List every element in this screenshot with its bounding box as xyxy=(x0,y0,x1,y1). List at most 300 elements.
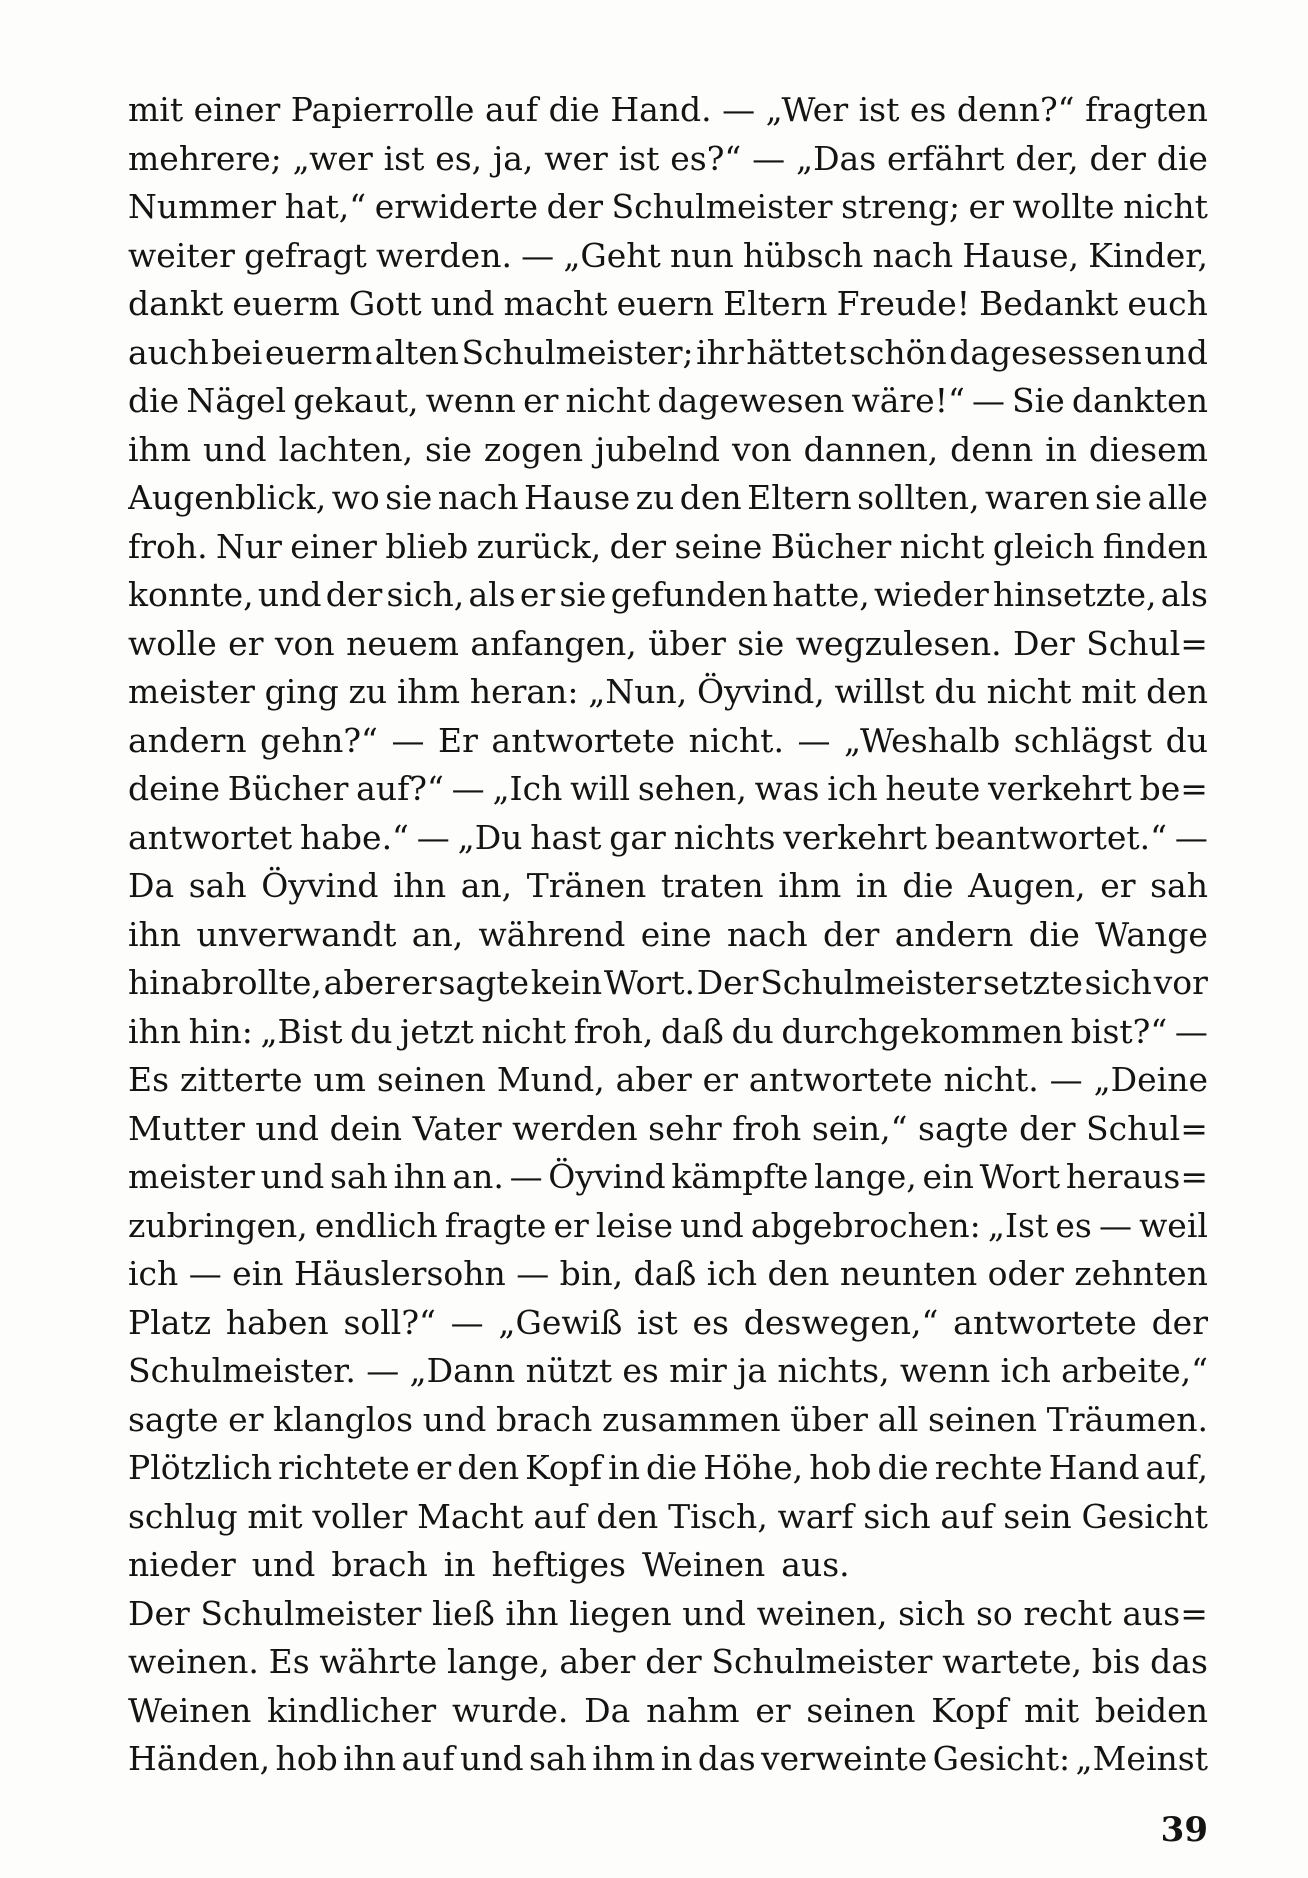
word: Vater xyxy=(412,1108,502,1148)
word: aber xyxy=(615,1060,692,1099)
word: Gesicht: xyxy=(932,1739,1071,1778)
text-line xyxy=(128,1444,1208,1493)
word: über xyxy=(790,1399,868,1439)
word: auch xyxy=(128,332,209,372)
word: wartete, xyxy=(942,1642,1082,1681)
word: was xyxy=(754,769,820,808)
word: ist xyxy=(858,90,900,129)
word: Schulmeister xyxy=(711,1642,933,1681)
word: Wort. xyxy=(603,963,695,1002)
word: bin, xyxy=(559,1254,624,1293)
body-text xyxy=(128,86,1208,1784)
word: Hause xyxy=(523,478,631,517)
word: die xyxy=(646,1448,698,1487)
word: — xyxy=(1174,1011,1208,1051)
word: auf xyxy=(533,1496,587,1536)
word: er xyxy=(523,381,559,420)
word: weil xyxy=(1139,1205,1208,1245)
word: daß xyxy=(661,1011,724,1051)
word: meister xyxy=(128,1157,255,1196)
word: „Ich xyxy=(492,769,563,808)
word: beantwortet.“ xyxy=(934,817,1168,857)
word: aus. xyxy=(781,1545,850,1584)
word: Da xyxy=(128,866,175,905)
word: ich xyxy=(128,1254,179,1293)
word: sah xyxy=(330,1157,388,1196)
text-line xyxy=(128,1493,1208,1542)
word: beiden xyxy=(1094,1690,1208,1730)
word: ihn xyxy=(128,1011,182,1051)
word: nichts, xyxy=(777,1351,890,1390)
word: daß xyxy=(633,1254,697,1293)
word: hat,“ xyxy=(284,187,367,226)
word: Gott xyxy=(348,284,422,323)
word: er xyxy=(755,1690,791,1730)
word: fragten xyxy=(1085,90,1208,129)
word: ich xyxy=(706,1254,758,1293)
text-line xyxy=(128,959,1208,1008)
text-line xyxy=(128,474,1208,523)
word: euern xyxy=(616,284,714,323)
text-line xyxy=(128,523,1208,572)
word: aber xyxy=(323,963,400,1002)
word: verkehrt xyxy=(783,817,928,857)
word: aus= xyxy=(1122,1593,1208,1633)
word: und xyxy=(422,1399,487,1439)
word: schlägst xyxy=(1013,720,1153,760)
word: er xyxy=(415,1448,452,1487)
word: Nur xyxy=(216,526,282,566)
word: wäre!“ xyxy=(851,381,965,420)
word: gar xyxy=(609,817,666,857)
word: „Weshalb xyxy=(844,720,1001,760)
word: — xyxy=(752,138,786,178)
word: nicht xyxy=(899,526,985,566)
word: ist xyxy=(383,138,425,178)
word: den xyxy=(457,1448,520,1487)
word: liegen xyxy=(569,1593,672,1633)
word: die xyxy=(128,381,180,420)
word: „Nun, xyxy=(588,672,688,711)
word: warf xyxy=(777,1496,854,1536)
text-line xyxy=(128,1202,1208,1251)
word: der, xyxy=(1015,138,1079,178)
word: deine xyxy=(128,769,220,808)
word: sollten, xyxy=(857,478,980,517)
text-line xyxy=(128,1735,1208,1784)
word: sie xyxy=(559,575,607,614)
word: sagte xyxy=(128,1399,219,1439)
word: Eltern xyxy=(723,284,828,323)
word: und xyxy=(430,284,495,323)
word: finden xyxy=(1102,526,1208,566)
word: alten xyxy=(374,332,460,372)
word: Schulmeister; xyxy=(461,332,694,372)
word: dannen, xyxy=(803,429,939,469)
word: ihr xyxy=(696,332,744,372)
word: wurde. xyxy=(451,1690,569,1730)
word: der xyxy=(1019,1108,1076,1148)
word: sich xyxy=(1084,963,1152,1002)
word: Hause, xyxy=(962,235,1079,275)
word: nicht xyxy=(565,381,651,420)
word: nützt xyxy=(525,1351,613,1390)
text-line xyxy=(128,232,1208,281)
word: andern xyxy=(894,914,1014,954)
word: sehr xyxy=(648,1108,722,1148)
word: alle xyxy=(1147,478,1208,517)
word: sich xyxy=(898,1593,966,1633)
word: zitterte xyxy=(179,1060,303,1099)
word: Gesicht xyxy=(1081,1496,1208,1536)
word: — xyxy=(797,720,831,760)
word: euch xyxy=(1127,284,1208,323)
text-line xyxy=(128,717,1208,766)
word: brach xyxy=(496,1399,593,1439)
word: es?“ xyxy=(670,138,742,178)
word: endlich xyxy=(314,1205,438,1245)
word: und xyxy=(257,575,322,614)
word: Der xyxy=(696,963,759,1002)
word: nichts xyxy=(673,817,776,857)
word: kein xyxy=(530,963,603,1002)
word: wolle xyxy=(128,623,217,663)
word: zehnten xyxy=(1074,1254,1208,1293)
word: heftiges xyxy=(491,1545,626,1584)
word: Der xyxy=(128,1593,190,1633)
text-line xyxy=(128,1638,1208,1687)
word: die xyxy=(1156,138,1208,178)
word: nicht xyxy=(1123,187,1208,226)
word: in xyxy=(608,1448,640,1487)
word: wegzulesen. xyxy=(795,623,1002,663)
word: sah xyxy=(529,1739,587,1778)
word: der xyxy=(1089,138,1146,178)
word: „Dann xyxy=(409,1351,516,1390)
word: — xyxy=(416,817,450,857)
word: und xyxy=(460,1739,524,1778)
word: sie xyxy=(424,429,472,469)
word: Da xyxy=(584,1690,631,1730)
word: du xyxy=(350,1011,393,1051)
word: auf xyxy=(940,1496,994,1536)
text-line xyxy=(128,1347,1208,1396)
word: arbeite,“ xyxy=(1061,1351,1208,1390)
word: neunten xyxy=(839,1254,978,1293)
word: dagesessen xyxy=(949,332,1142,372)
text-line xyxy=(128,1008,1208,1057)
word: Schulmeister xyxy=(760,963,982,1002)
word: — xyxy=(366,1351,400,1390)
word: abgebrochen: xyxy=(750,1205,981,1245)
word: durchgekommen xyxy=(781,1011,1064,1051)
word: an, xyxy=(411,914,464,954)
text-line xyxy=(128,329,1208,378)
word: Papierrolle xyxy=(290,90,475,129)
word: all xyxy=(877,1399,919,1439)
word: haben xyxy=(225,1302,329,1342)
word: Freude! xyxy=(836,284,971,323)
word: und xyxy=(680,1205,744,1245)
word: einer xyxy=(193,90,281,129)
word: so xyxy=(975,1593,1013,1633)
word: den xyxy=(1146,672,1208,711)
word: der xyxy=(609,526,667,566)
word: das xyxy=(1150,1642,1208,1681)
word: in xyxy=(1045,429,1078,469)
text-line xyxy=(128,1590,1208,1639)
text-line xyxy=(128,1541,1208,1590)
word: an, xyxy=(460,866,513,905)
text-line xyxy=(128,1299,1208,1348)
word: er xyxy=(228,623,264,663)
word: richtete xyxy=(278,1448,410,1487)
word: Schulmeister xyxy=(200,1593,422,1633)
word: während xyxy=(478,914,626,954)
word: bei xyxy=(211,332,263,372)
word: mit xyxy=(247,1496,303,1536)
word: es xyxy=(1055,1205,1092,1245)
word: Kinder, xyxy=(1088,235,1208,275)
page-number: 39 xyxy=(1160,1810,1208,1850)
word: anfangen, xyxy=(470,623,637,663)
word: es, xyxy=(435,138,483,178)
word: sagte xyxy=(438,963,530,1002)
word: Weinen xyxy=(641,1545,766,1584)
word: du xyxy=(934,672,977,711)
word: — xyxy=(451,769,485,808)
word: ihm xyxy=(778,866,842,905)
word: Kopf xyxy=(931,1690,1009,1730)
word: Händen, xyxy=(128,1739,271,1778)
word: hin: xyxy=(188,1011,253,1051)
text-line xyxy=(128,862,1208,911)
word: seine xyxy=(674,526,763,566)
word: lachten, xyxy=(278,429,414,469)
word: weinen, xyxy=(756,1593,888,1633)
word: — xyxy=(722,90,756,129)
word: werden. xyxy=(375,235,512,275)
word: dein xyxy=(329,1108,403,1148)
word: als xyxy=(468,575,516,614)
word: heute xyxy=(885,769,981,808)
word: und xyxy=(251,1545,316,1584)
word: wer xyxy=(544,138,608,178)
word: sah xyxy=(1150,866,1208,905)
word: diesem xyxy=(1088,429,1208,469)
word: ja, xyxy=(493,138,534,178)
word: nicht. xyxy=(688,720,784,760)
word: den xyxy=(767,1254,830,1293)
word: traten xyxy=(660,866,764,905)
word: hatte, xyxy=(772,575,870,614)
word: an. xyxy=(452,1157,504,1196)
word: Macht xyxy=(417,1496,524,1536)
word: Tränen xyxy=(526,866,647,905)
word: ihm xyxy=(128,429,192,469)
word: Nägel xyxy=(186,381,287,420)
word: die xyxy=(548,90,600,129)
word: zu xyxy=(348,672,388,711)
word: den xyxy=(596,1496,659,1536)
word: Es xyxy=(268,1642,310,1681)
word: ließ xyxy=(432,1593,495,1633)
word: „Bist xyxy=(260,1011,343,1051)
word: nach xyxy=(872,235,954,275)
word: hob xyxy=(809,1448,872,1487)
word: „Das xyxy=(795,138,877,178)
word: — xyxy=(1174,817,1208,857)
word: sie xyxy=(385,478,433,517)
word: kindlicher xyxy=(267,1690,437,1730)
word: erwiderte xyxy=(374,187,539,226)
word: ist xyxy=(637,1302,678,1342)
word: brach xyxy=(331,1545,428,1584)
word: zu xyxy=(635,478,675,517)
word: die xyxy=(877,1448,929,1487)
word: Schulmeister. xyxy=(128,1351,356,1390)
word: Mutter xyxy=(128,1108,245,1148)
word: „wer xyxy=(292,138,373,178)
word: hinsetzte, xyxy=(993,575,1157,614)
word: — xyxy=(509,1157,543,1196)
word: denn xyxy=(950,429,1034,469)
word: ihn xyxy=(393,866,447,905)
word: hättet xyxy=(746,332,847,372)
word: ihn xyxy=(128,914,182,954)
text-line xyxy=(128,1687,1208,1736)
word: von xyxy=(274,623,335,663)
word: schön xyxy=(848,332,947,372)
word: „Gewiß xyxy=(498,1302,623,1342)
word: er xyxy=(401,963,437,1002)
word: auf xyxy=(484,90,539,129)
word: er xyxy=(702,1060,738,1099)
word: Träumen. xyxy=(1046,1399,1208,1439)
word: — xyxy=(971,381,1005,420)
word: streng; xyxy=(841,187,961,226)
word: dagewesen xyxy=(657,381,845,420)
word: Der xyxy=(1012,623,1075,663)
word: und xyxy=(255,1108,320,1148)
text-line xyxy=(128,280,1208,329)
word: in xyxy=(855,866,888,905)
word: ihm xyxy=(592,1739,656,1778)
word: Bücher xyxy=(770,526,892,566)
word: gehn?“ xyxy=(260,720,378,760)
word: denn?“ xyxy=(956,90,1075,129)
word: klanglos xyxy=(273,1399,414,1439)
word: Nummer xyxy=(128,187,277,226)
word: kämpfte xyxy=(671,1157,809,1196)
word: — xyxy=(391,720,425,760)
word: meister xyxy=(128,672,255,711)
word: und xyxy=(260,1157,325,1196)
word: gekaut, xyxy=(293,381,419,420)
word: der xyxy=(1151,1302,1208,1342)
word: leise xyxy=(595,1205,674,1245)
text-line xyxy=(128,765,1208,814)
word: mehrere; xyxy=(128,138,282,178)
word: waren xyxy=(985,478,1090,517)
word: „Geht xyxy=(563,235,661,275)
word: nun xyxy=(670,235,734,275)
word: von xyxy=(731,429,792,469)
word: — xyxy=(521,235,555,275)
word: heraus= xyxy=(1065,1157,1208,1196)
word: einer xyxy=(290,526,377,566)
word: hinabrollte, xyxy=(128,963,322,1002)
word: wollte xyxy=(1012,187,1115,226)
word: die xyxy=(902,866,954,905)
word: ihn xyxy=(393,1157,447,1196)
word: sehen, xyxy=(637,769,747,808)
word: Öyvind xyxy=(261,866,379,905)
word: Wange xyxy=(1095,914,1208,954)
word: nicht xyxy=(986,672,1072,711)
word: „Du xyxy=(457,817,523,857)
word: „Meinst xyxy=(1075,1739,1208,1778)
word: — xyxy=(188,1254,222,1293)
word: euerm xyxy=(232,284,340,323)
word: deswegen,“ xyxy=(743,1302,939,1342)
word: um xyxy=(313,1060,366,1099)
word: hast xyxy=(530,817,602,857)
word: konnte, xyxy=(128,575,254,614)
word: froh, xyxy=(573,1011,654,1051)
word: — xyxy=(1098,1205,1132,1245)
word: als xyxy=(1160,575,1208,614)
word: du xyxy=(1165,720,1208,760)
word: zubringen, xyxy=(128,1205,308,1245)
word: gefunden xyxy=(610,575,769,614)
word: der xyxy=(645,1642,702,1681)
word: mit xyxy=(1081,672,1137,711)
word: er xyxy=(968,187,1004,226)
word: neuem xyxy=(346,623,459,663)
word: willst xyxy=(834,672,925,711)
word: Höhe, xyxy=(703,1448,804,1487)
text-line xyxy=(128,911,1208,960)
word: du xyxy=(731,1011,774,1051)
word: be= xyxy=(1139,769,1208,808)
word: er xyxy=(1100,866,1136,905)
word: sich xyxy=(863,1496,931,1536)
word: sie xyxy=(737,623,785,663)
word: heran: xyxy=(469,672,579,711)
word: Schul= xyxy=(1086,623,1208,663)
word: Platz xyxy=(128,1302,212,1342)
word: gleich xyxy=(992,526,1095,566)
word: Es xyxy=(128,1060,170,1099)
word: Er xyxy=(438,720,478,760)
word: der xyxy=(546,187,603,226)
word: sagte xyxy=(918,1108,1009,1148)
word: zogen xyxy=(483,429,584,469)
text-line xyxy=(128,571,1208,620)
word: hübsch xyxy=(742,235,864,275)
word: ein xyxy=(232,1254,284,1293)
word: Augen, xyxy=(968,866,1086,905)
word: Schul= xyxy=(1086,1108,1208,1148)
word: unverwandt xyxy=(196,914,397,954)
word: ja xyxy=(737,1351,768,1390)
word: Weinen xyxy=(128,1690,252,1730)
word: Bedankt xyxy=(979,284,1119,323)
word: Schulmeister xyxy=(611,187,833,226)
text-line xyxy=(128,814,1208,863)
word: nahm xyxy=(646,1690,740,1730)
